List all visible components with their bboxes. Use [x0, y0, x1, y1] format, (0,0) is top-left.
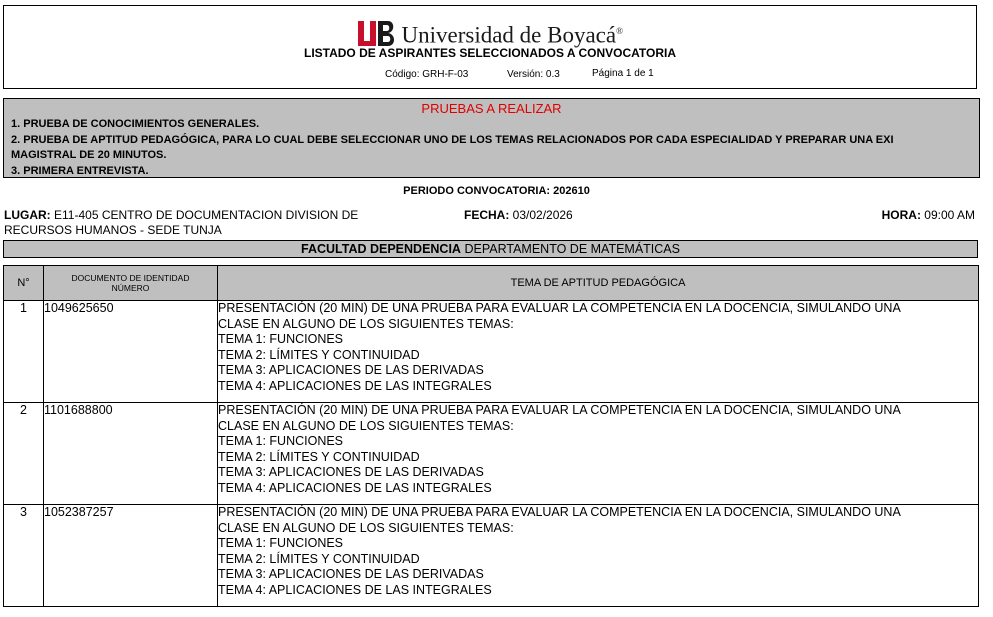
document-version: Versión: 0.3 [507, 69, 560, 80]
test-item: MAGISTRAL DE 20 MINUTOS. [11, 149, 167, 161]
row-document: 1049625650 [44, 301, 218, 403]
tests-title: PRUEBAS A REALIZAR [421, 101, 562, 116]
test-item: 1. PRUEBA DE CONOCIMIENTOS GENERALES. [11, 118, 260, 130]
tests-list [11, 117, 980, 178]
row-number: 2 [4, 403, 44, 505]
faculty-bar [3, 240, 978, 258]
tests-section [3, 98, 980, 178]
fecha-field [464, 208, 573, 222]
lugar-value: E11-405 CENTRO DE DOCUMENTACION DIVISION DE RECURSOS HUMANOS - SEDE TUNJA [4, 208, 359, 237]
row-tema [218, 301, 979, 403]
tema-line: PRESENTACIÓN (20 MIN) DE UNA PRUEBA PARA EVALUAR LA COMPETENCIA EN LA DOCENCIA, SIMULANDO UNA [218, 301, 901, 315]
test-item: 2. PRUEBA DE APTITUD PEDAGÓGICA, PARA LO CUAL DEBE SELECCIONAR UNO DE LOS TEMAS RELACIONADOS POR CADA ESPECIALIDAD Y PREPARAR UNA EXI [11, 133, 894, 146]
row-document: 1052387257 [44, 505, 218, 607]
ub-logo-icon [357, 18, 397, 48]
tema-line: PRESENTACIÓN (20 MIN) DE UNA PRUEBA PARA EVALUAR LA COMPETENCIA EN LA DOCENCIA, SIMULANDO UNA [218, 505, 901, 519]
table-row [4, 403, 979, 505]
period-convocatoria: PERIODO CONVOCATORIA: 202610 [403, 185, 590, 197]
header-number: N° [4, 266, 44, 301]
tema-line: TEMA 2: LÍMITES Y CONTINUIDAD [218, 551, 420, 566]
tema-line: PRESENTACIÓN (20 MIN) DE UNA PRUEBA PARA EVALUAR LA COMPETENCIA EN LA DOCENCIA, SIMULANDO UNA [218, 403, 901, 417]
fecha-value: 03/02/2026 [512, 208, 573, 222]
tema-line: TEMA 1: FUNCIONES [218, 434, 344, 449]
tema-line: CLASE EN ALGUNO DE LOS SIGUIENTES TEMAS: [218, 520, 514, 535]
table-header-row [4, 266, 979, 301]
document-header [3, 5, 977, 89]
lugar-label: LUGAR: [4, 208, 51, 222]
institution-name: Universidad de Boyacá® [401, 22, 623, 48]
test-item: 3. PRIMERA ENTREVISTA. [11, 164, 149, 177]
header-tema: TEMA DE APTITUD PEDAGÓGICA [218, 266, 979, 301]
hora-field [882, 208, 975, 222]
table-row [4, 505, 979, 607]
fecha-label: FECHA: [464, 208, 510, 222]
row-number: 1 [4, 301, 44, 403]
university-logo [4, 15, 976, 47]
tema-line: TEMA 3: APLICACIONES DE LAS DERIVADAS [218, 465, 484, 480]
tema-line: CLASE EN ALGUNO DE LOS SIGUIENTES TEMAS: [218, 316, 514, 331]
tema-line: TEMA 4: APLICACIONES DE LAS INTEGRALES [218, 378, 492, 393]
tema-line: TEMA 2: LÍMITES Y CONTINUIDAD [218, 449, 420, 464]
row-number: 3 [4, 505, 44, 607]
hora-value: 09:00 AM [924, 208, 975, 222]
tema-line: TEMA 4: APLICACIONES DE LAS INTEGRALES [218, 582, 492, 597]
document-code: Código: GRH-F-03 [385, 69, 469, 80]
row-tema [218, 505, 979, 607]
tema-line: TEMA 1: FUNCIONES [218, 332, 344, 347]
tema-line: CLASE EN ALGUNO DE LOS SIGUIENTES TEMAS: [218, 418, 514, 433]
candidates-table [3, 265, 979, 607]
tema-line: TEMA 2: LÍMITES Y CONTINUIDAD [218, 347, 420, 362]
tema-line: TEMA 4: APLICACIONES DE LAS INTEGRALES [218, 480, 492, 495]
hora-label: HORA: [881, 208, 921, 222]
header-document-line1: DOCUMENTO DE IDENTIDAD [71, 273, 190, 283]
header-document [44, 266, 218, 301]
document-title: LISTADO DE ASPIRANTES SELECCIONADOS A CONVOCATORIA [303, 46, 677, 60]
tema-line: TEMA 1: FUNCIONES [218, 536, 344, 551]
row-document: 1101688800 [44, 403, 218, 505]
faculty-label: FACULTAD DEPENDENCIA [301, 242, 461, 256]
tema-line: TEMA 3: APLICACIONES DE LAS DERIVADAS [218, 567, 484, 582]
lugar-field [4, 208, 424, 238]
header-document-line2: NÚMERO [111, 283, 150, 293]
page-number: Página 1 de 1 [592, 68, 654, 79]
tema-line: TEMA 3: APLICACIONES DE LAS DERIVADAS [218, 363, 484, 378]
faculty-value: DEPARTAMENTO DE MATEMÁTICAS [464, 242, 680, 256]
row-tema [218, 403, 979, 505]
table-row [4, 301, 979, 403]
